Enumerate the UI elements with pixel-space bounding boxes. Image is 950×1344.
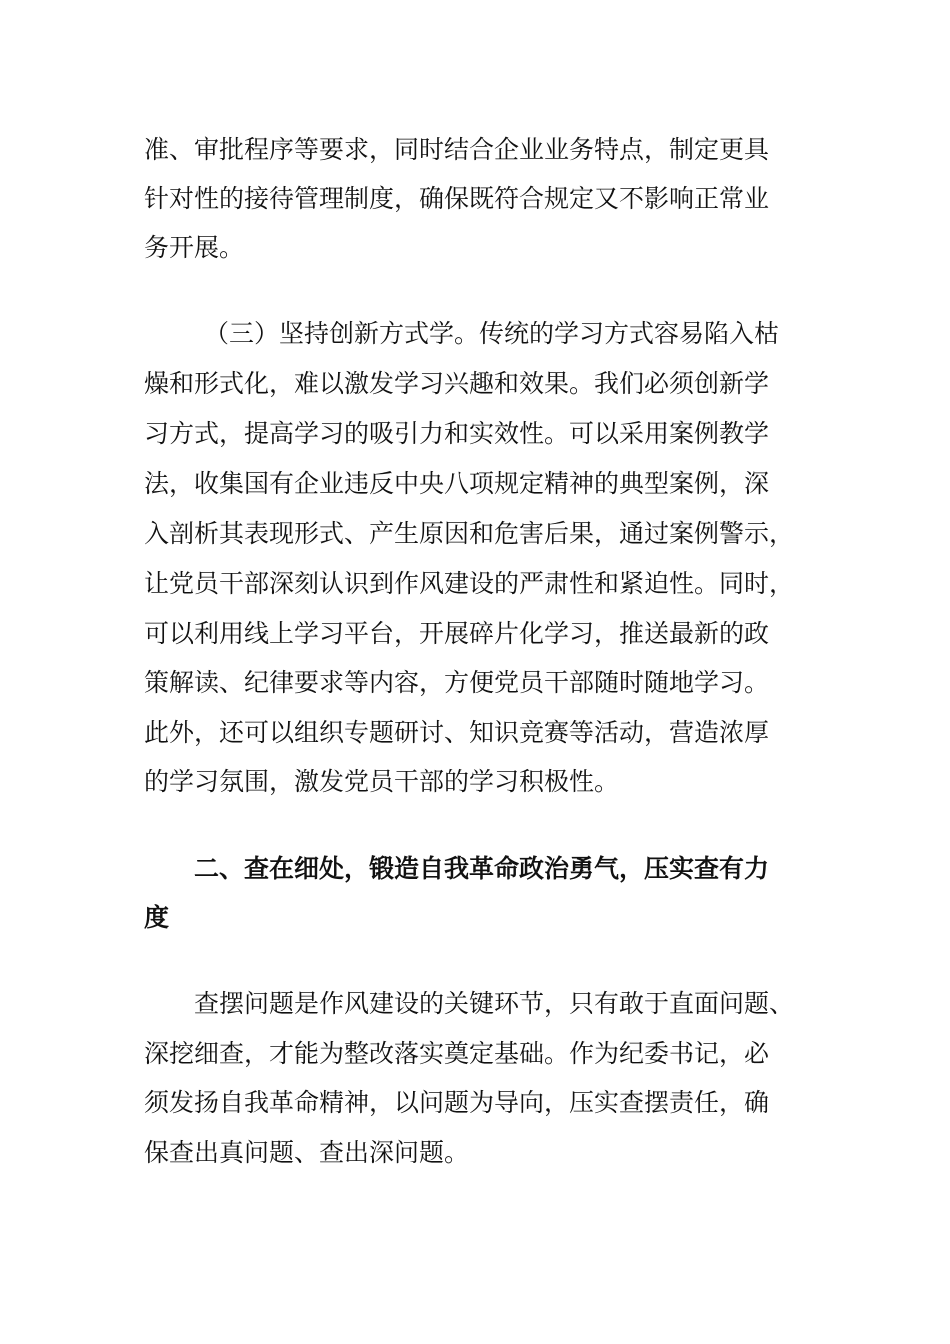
paragraph-line: 保查出真问题、查出深问题。 xyxy=(144,1138,470,1167)
paragraph-line: 习方式，提高学习的吸引力和实效性。可以采用案例教学 xyxy=(144,419,770,448)
section-heading-continuation: 度 xyxy=(144,903,170,932)
paragraph-line: 法，收集国有企业违反中央八项规定精神的典型案例，深 xyxy=(144,469,770,498)
paragraph-line: 让党员干部深刻认识到作风建设的严肃性和紧迫性。同时， xyxy=(144,569,795,598)
paragraph-line: 策解读、纪律要求等内容，方便党员干部随时随地学习。 xyxy=(144,668,770,697)
paragraph-line: 此外，还可以组织专题研讨、知识竞赛等活动，营造浓厚 xyxy=(144,718,770,747)
paragraph-line: 燥和形式化，难以激发学习兴趣和效果。我们必须创新学 xyxy=(144,369,770,398)
section-heading: 二、查在细处，锻造自我革命政治勇气，压实查有力 xyxy=(194,854,770,883)
paragraph-line: 查摆问题是作风建设的关键环节，只有敢于直面问题、 xyxy=(194,989,795,1018)
paragraph-line: 务开展。 xyxy=(144,233,245,262)
paragraph-line: 准、审批程序等要求，同时结合企业业务特点，制定更具 xyxy=(144,135,770,164)
paragraph-line: 深挖细查，才能为整改落实奠定基础。作为纪委书记，必 xyxy=(144,1039,770,1068)
paragraph-line: 入剖析其表现形式、产生原因和危害后果，通过案例警示， xyxy=(144,519,795,548)
paragraph-line: 须发扬自我革命精神，以问题为导向，压实查摆责任，确 xyxy=(144,1088,770,1117)
paragraph-line: 的学习氛围，激发党员干部的学习积极性。 xyxy=(144,767,620,796)
paragraph-line: （三）坚持创新方式学。传统的学习方式容易陷入枯 xyxy=(204,319,780,348)
paragraph-line: 针对性的接待管理制度，确保既符合规定又不影响正常业 xyxy=(144,184,770,213)
paragraph-line: 可以利用线上学习平台，开展碎片化学习，推送最新的政 xyxy=(144,619,770,648)
